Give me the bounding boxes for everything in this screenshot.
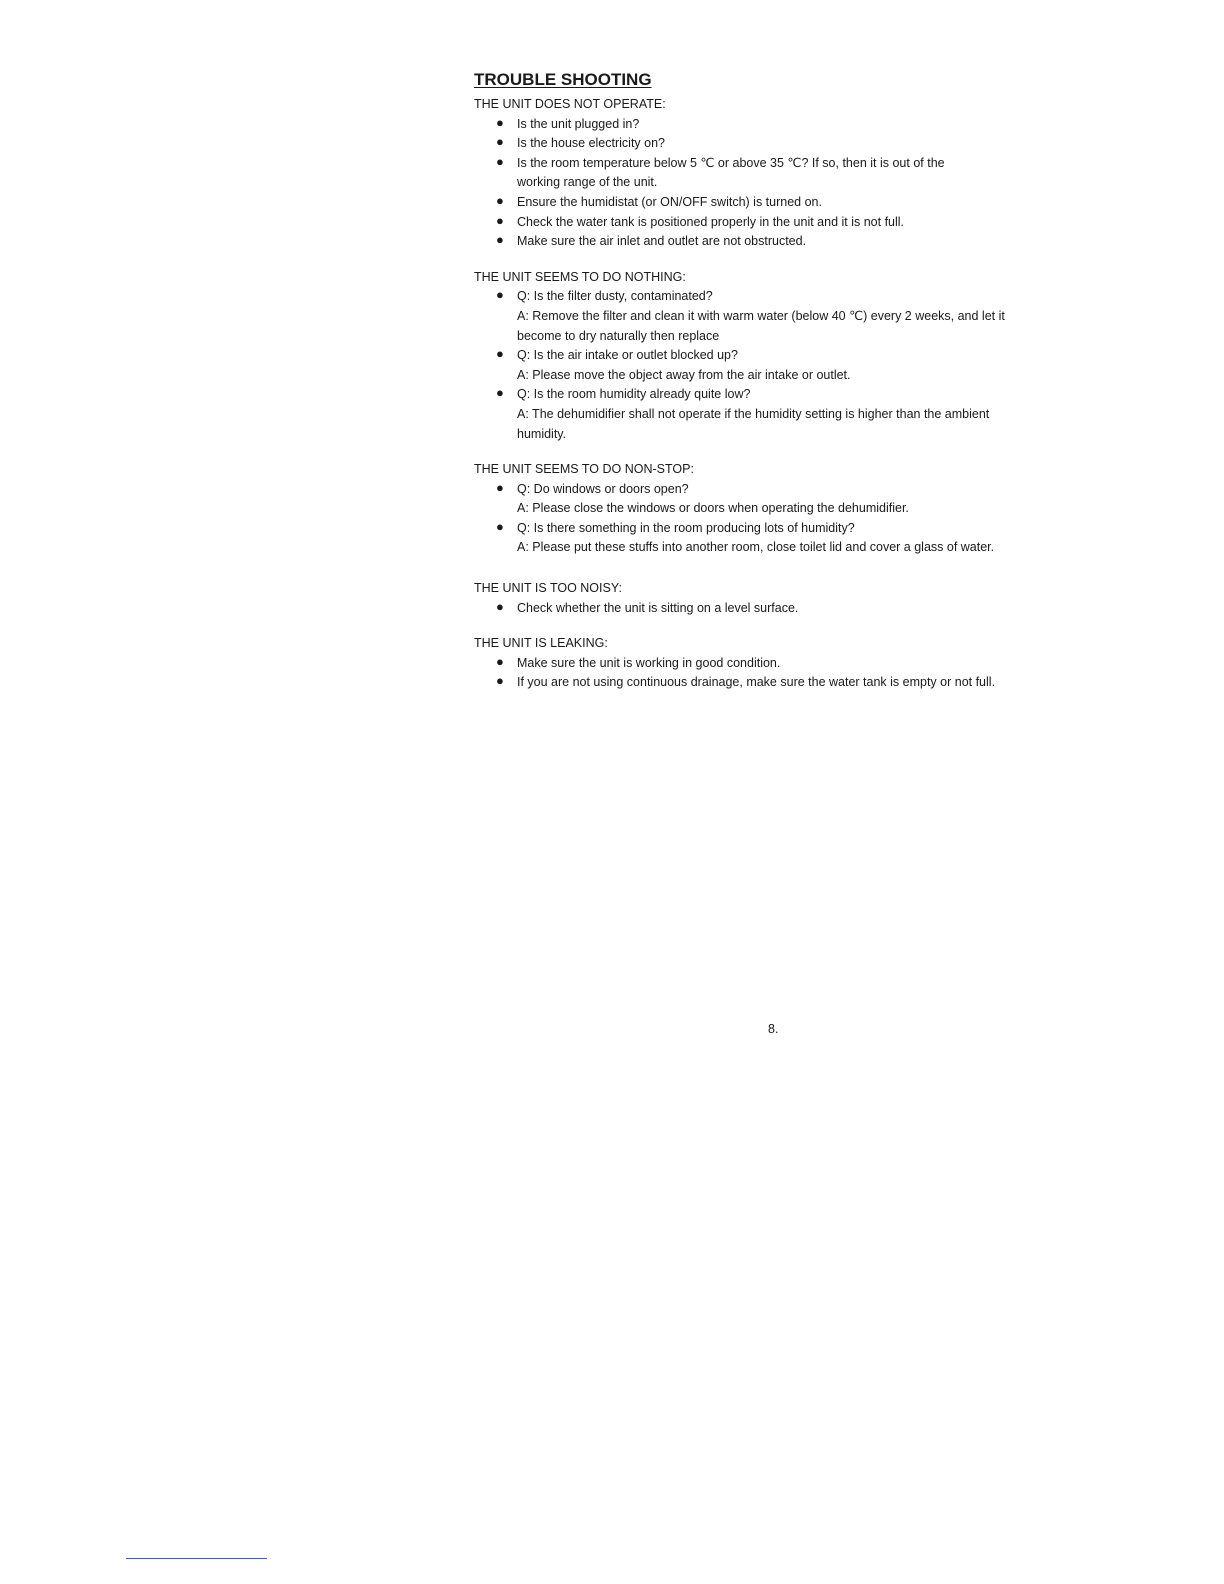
item-text-line: Is the house electricity on? — [517, 136, 665, 151]
bullet-icon: ● — [496, 134, 504, 150]
item-text-line: Q: Do windows or doors open? — [517, 481, 689, 496]
bullet-icon: ● — [496, 153, 504, 169]
list-item — [496, 134, 1074, 154]
section-heading: THE UNIT SEEMS TO DO NON-STOP: — [474, 462, 694, 477]
section — [474, 95, 1074, 252]
bullet-icon: ● — [496, 653, 504, 669]
bullet-icon: ● — [496, 479, 504, 495]
troubleshooting-sections — [474, 95, 1074, 693]
item-text-line: A: Remove the filter and clean it with warm water (below 40 ℃) every 2 weeks, and let it — [517, 308, 1005, 323]
item-text-line: Ensure the humidistat (or ON/OFF switch) is turned on. — [517, 194, 822, 209]
bullet-icon: ● — [496, 346, 504, 362]
item-text-line: Check whether the unit is sitting on a level surface. — [517, 600, 799, 615]
page-number: 8. — [768, 1022, 779, 1036]
item-text-line: A: Please move the object away from the air intake or outlet. — [517, 367, 851, 382]
list-item — [496, 287, 1074, 346]
page-title: TROUBLE SHOOTING — [474, 70, 652, 89]
item-text-line: humidity. — [517, 426, 567, 441]
item-text-line: If you are not using continuous drainage, make sure the water tank is empty or not full. — [517, 675, 996, 690]
bullet-list — [474, 287, 1074, 444]
item-text-line: Make sure the air inlet and outlet are not obstructed. — [517, 234, 807, 249]
bullet-list — [474, 599, 1074, 619]
list-item — [496, 479, 1074, 519]
list-item — [496, 114, 1074, 135]
list-item — [496, 232, 1074, 252]
item-text-line: A: Please put these stuffs into another room, close toilet lid and cover a glass of water. — [517, 540, 995, 555]
list-item — [496, 153, 1074, 193]
item-text-line: Q: Is there something in the room producing lots of humidity? — [517, 520, 855, 535]
footnote-rule — [126, 1558, 267, 1559]
section — [474, 460, 1074, 558]
item-text-line: Check the water tank is positioned properly in the unit and it is not full. — [517, 214, 905, 229]
item-text-line: become to dry naturally then replace — [517, 328, 720, 343]
item-text-line: A: Please close the windows or doors when operating the dehumidifier. — [517, 501, 909, 516]
item-text-line: Q: Is the room humidity already quite low? — [517, 387, 751, 402]
bullet-icon: ● — [496, 212, 504, 228]
bullet-list — [474, 480, 1074, 558]
bullet-icon: ● — [496, 192, 504, 208]
section — [474, 634, 1074, 693]
bullet-icon: ● — [496, 232, 504, 248]
item-text-line: Q: Is the air intake or outlet blocked up? — [517, 348, 738, 363]
bullet-icon: ● — [496, 114, 504, 130]
list-item — [496, 598, 1074, 619]
item-text-line: working range of the unit. — [517, 175, 658, 190]
section-heading: THE UNIT DOES NOT OPERATE: — [474, 97, 666, 111]
list-item — [496, 346, 1074, 385]
section — [474, 268, 1074, 444]
section — [474, 579, 1074, 618]
list-item — [496, 192, 1074, 213]
bullet-icon: ● — [496, 673, 504, 689]
item-text-line: A: The dehumidifier shall not operate if the humidity setting is higher than the ambient — [517, 406, 990, 421]
bullet-icon: ● — [496, 598, 504, 614]
item-text-line: Is the room temperature below 5 ℃ or above 35 ℃? If so, then it is out of the — [517, 155, 945, 170]
list-item — [496, 673, 1074, 693]
section-heading: THE UNIT IS LEAKING: — [474, 636, 608, 651]
item-text-line: Make sure the unit is working in good condition. — [517, 655, 781, 670]
list-item — [496, 212, 1074, 233]
troubleshooting-content — [474, 68, 1074, 709]
section-heading: THE UNIT SEEMS TO DO NOTHING: — [474, 269, 686, 284]
bullet-list — [474, 654, 1074, 693]
bullet-list — [474, 115, 1074, 252]
list-item — [496, 518, 1074, 558]
list-item — [496, 385, 1074, 444]
bullet-icon: ● — [496, 287, 504, 303]
list-item — [496, 653, 1074, 674]
item-text-line: Q: Is the filter dusty, contaminated? — [517, 289, 713, 304]
bullet-icon: ● — [496, 385, 504, 401]
section-heading: THE UNIT IS TOO NOISY: — [474, 581, 622, 596]
bullet-icon: ● — [496, 518, 504, 534]
item-text-line: Is the unit plugged in? — [517, 116, 640, 131]
